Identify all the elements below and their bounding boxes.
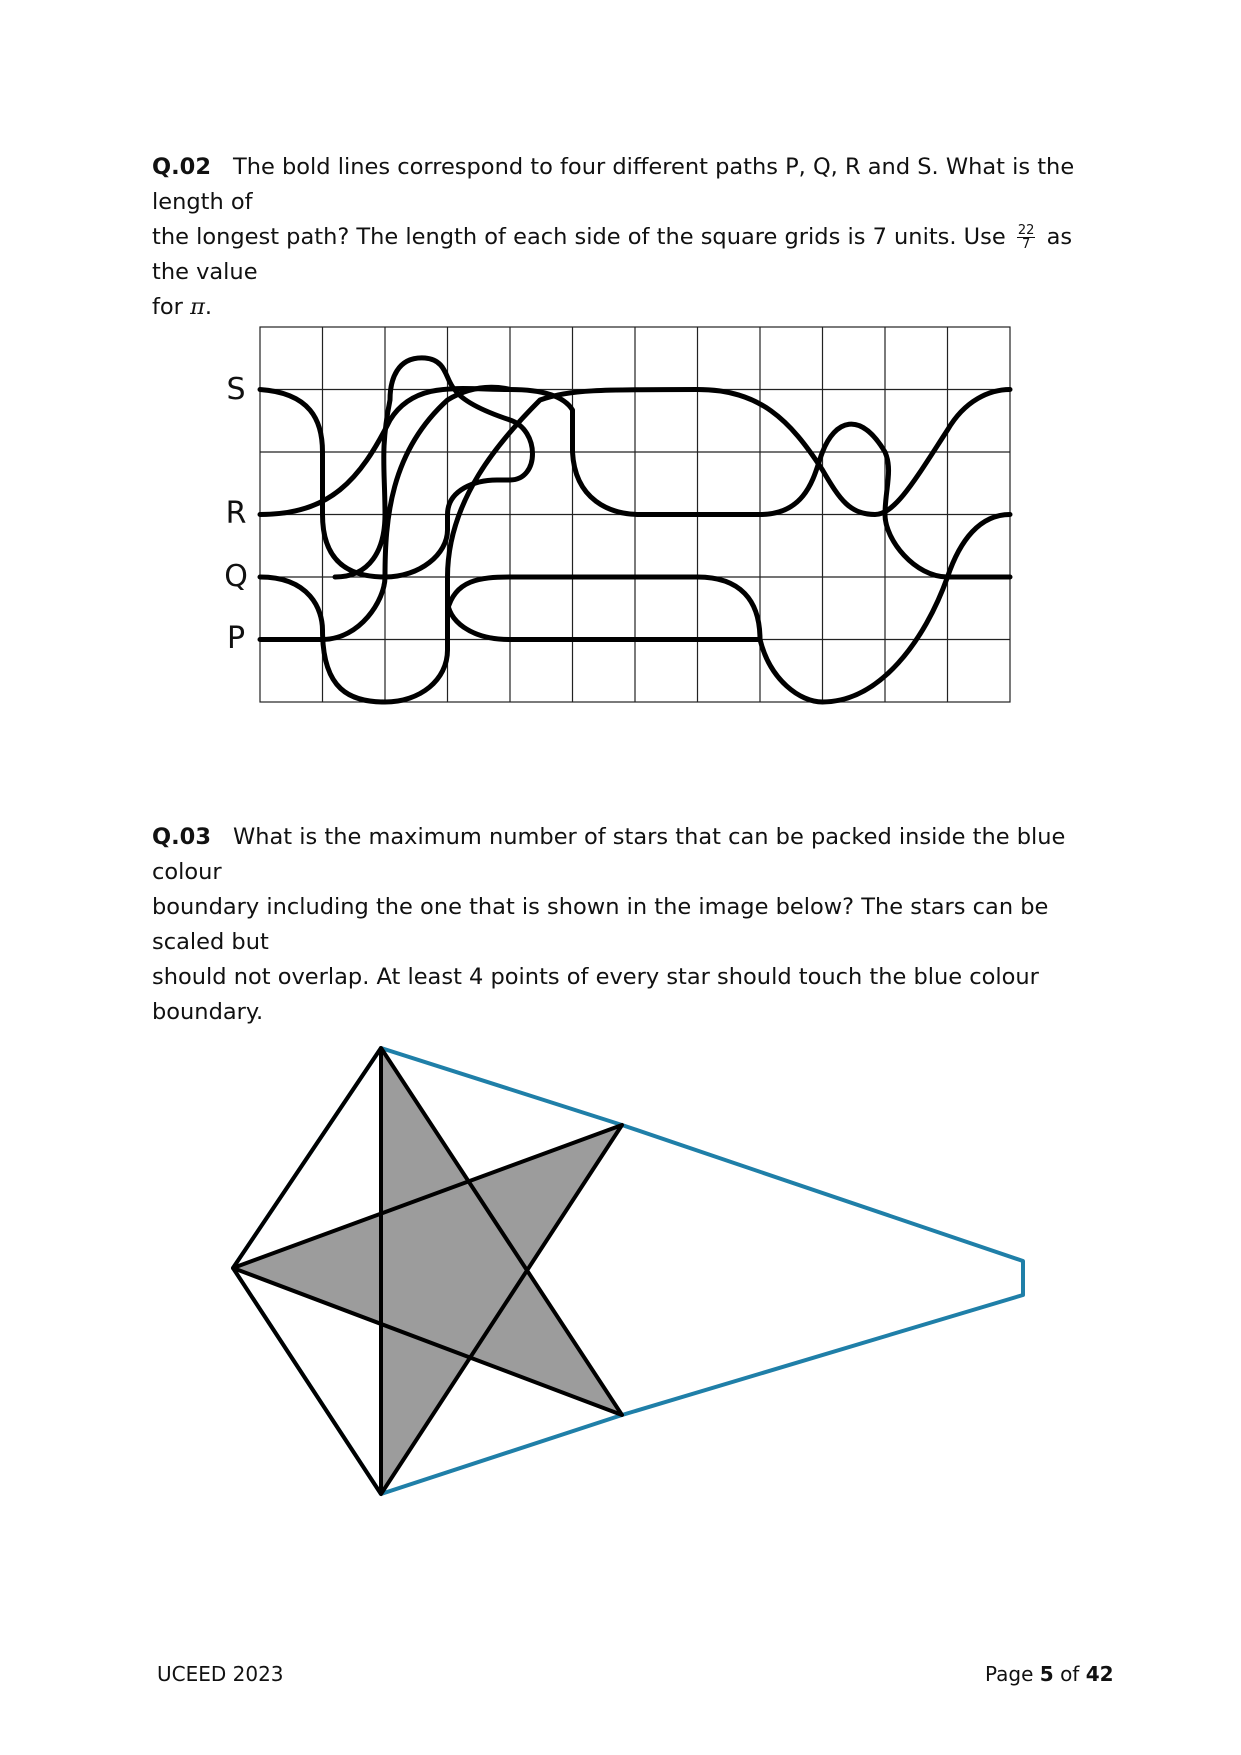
q02-line-2: the longest path? The length of each side of the square grids is 7 units. Use $\frac{22}{7}$ as the value xyxy=(152,223,1073,285)
question-q03-text xyxy=(152,820,1092,1030)
pi-symbol: π xyxy=(190,294,205,320)
fraction-22-7: $\frac{22}{7}$ xyxy=(1017,223,1035,252)
footer-page-number: Page 5 of 42 xyxy=(985,1662,1114,1686)
path-label-s: S xyxy=(226,372,246,407)
path-label-q: Q xyxy=(224,559,248,594)
footer-exam-name: UCEED 2023 xyxy=(157,1662,284,1686)
q03-line-2: boundary including the one that is shown in the image below? The stars can be scaled but xyxy=(152,894,1049,955)
q03-line-1: Q.03 What is the maximum number of stars that can be packed inside the blue colour xyxy=(152,824,1066,885)
star-shape xyxy=(233,1048,622,1494)
q02-line-3: for π. xyxy=(152,294,213,320)
question-q02-text xyxy=(152,150,1092,325)
path-label-p: P xyxy=(226,621,246,656)
path-segment-mid xyxy=(448,577,761,640)
question-number: Q.03 xyxy=(152,824,211,850)
question-number: Q.02 xyxy=(152,154,211,180)
path-labels xyxy=(224,372,248,656)
paths-grid-figure xyxy=(200,300,1020,720)
star-boundary-figure xyxy=(210,1020,1030,1500)
path-label-r: R xyxy=(225,496,247,531)
q02-line-1: Q.02 The bold lines correspond to four different paths P, Q, R and S. What is the length of xyxy=(152,154,1075,215)
q03-line-3: should not overlap. At least 4 points of every star should touch the blue colour boundary. xyxy=(152,964,1039,1025)
